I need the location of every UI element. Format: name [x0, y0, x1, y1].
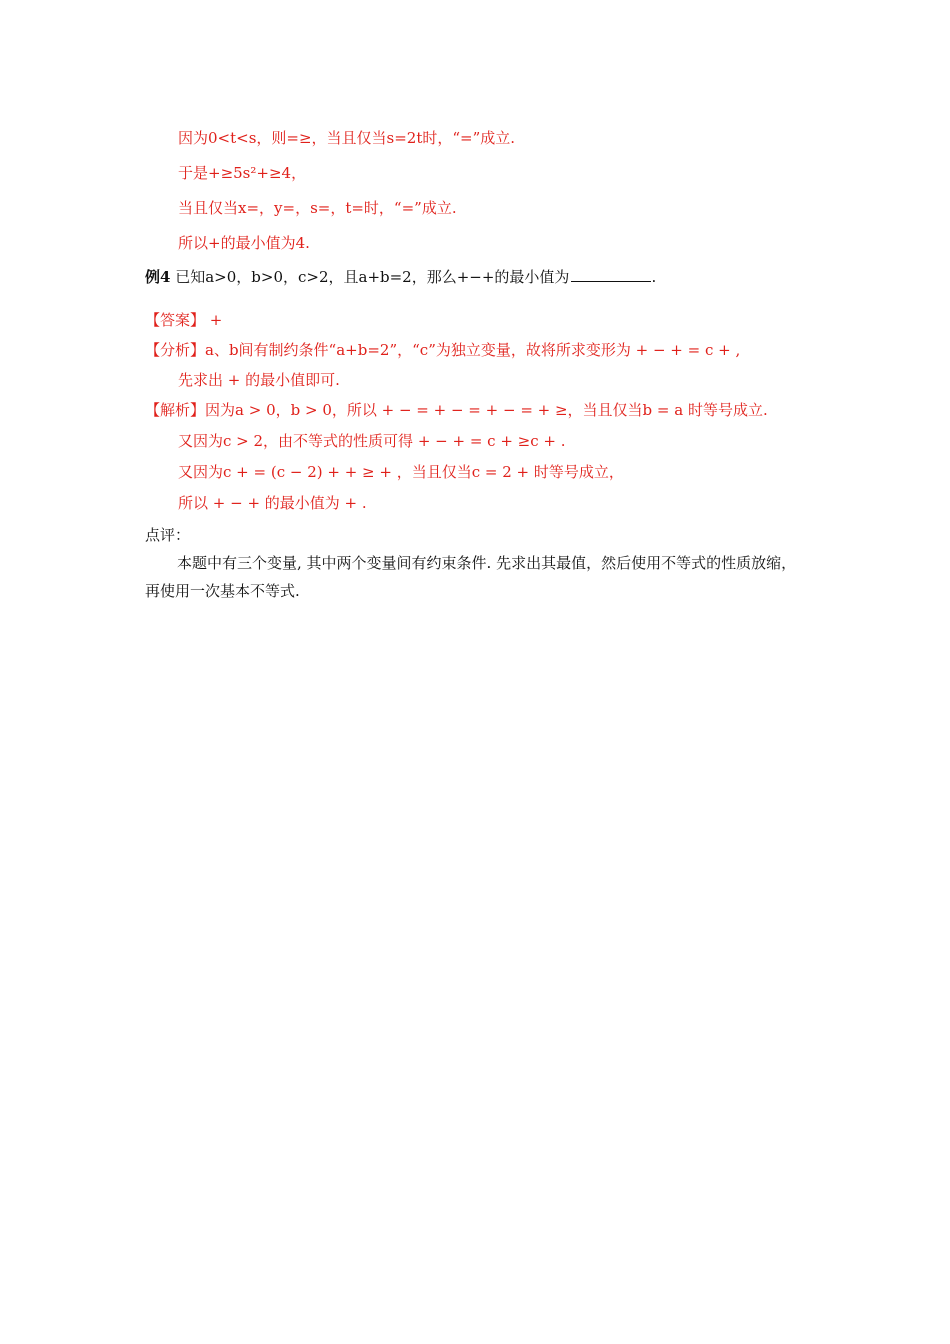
solution-line-2: 又因为c > 2，由不等式的性质可得 + − + = c + ≥c + . [178, 432, 566, 450]
prev-solution-line-4: 所以+的最小值为4. [178, 234, 310, 252]
prev-solution-line-2: 于是+≥5s²+≥4， [178, 164, 307, 182]
prev-solution-line-1: 因为0<t<s，则=≥，当且仅当s=2t时，“=”成立. [178, 129, 516, 147]
answer-tag: 【答案】 [145, 311, 206, 329]
example-question [145, 267, 656, 287]
prev-solution-line-3: 当且仅当x=，y=，s=，t=时，“=”成立. [178, 199, 457, 217]
example-label: 例4 [145, 268, 171, 286]
answer-text: + [209, 311, 223, 329]
analysis-line-1 [145, 340, 740, 360]
comment-text: 本题中有三个变量, 其中两个变量间有约束条件. 先求出其最值，然后使用不等式的性质放缩，再使用一次基本不等式. [145, 554, 797, 600]
solution-text-1: 因为a > 0，b > 0，所以 + − = + − = + − = + ≥，当且仅当b = a 时等号成立. [205, 401, 768, 419]
example-question-text: 已知a>0，b>0，c>2，且a+b=2，那么+−+的最小值为 [175, 268, 570, 286]
solution-tag: 【解析】 [145, 401, 206, 419]
analysis-line-2: 先求出 + 的最小值即可. [178, 371, 340, 389]
comment-label: 点评： [145, 526, 191, 544]
analysis-text-1: a、b间有制约条件“a+b=2”，“c”为独立变量，故将所求变形为 + − + = c + , [205, 341, 741, 359]
answer-line [145, 310, 222, 330]
analysis-tag: 【分析】 [145, 341, 206, 359]
solution-line-1 [145, 400, 768, 420]
answer-blank [571, 267, 651, 282]
solution-line-3: 又因为c + = (c − 2) + + ≥ + ，当且仅当c = 2 + 时等号成立， [178, 463, 624, 481]
solution-line-4: 所以 + − + 的最小值为 + . [178, 494, 367, 512]
example-question-end: . [651, 268, 657, 286]
